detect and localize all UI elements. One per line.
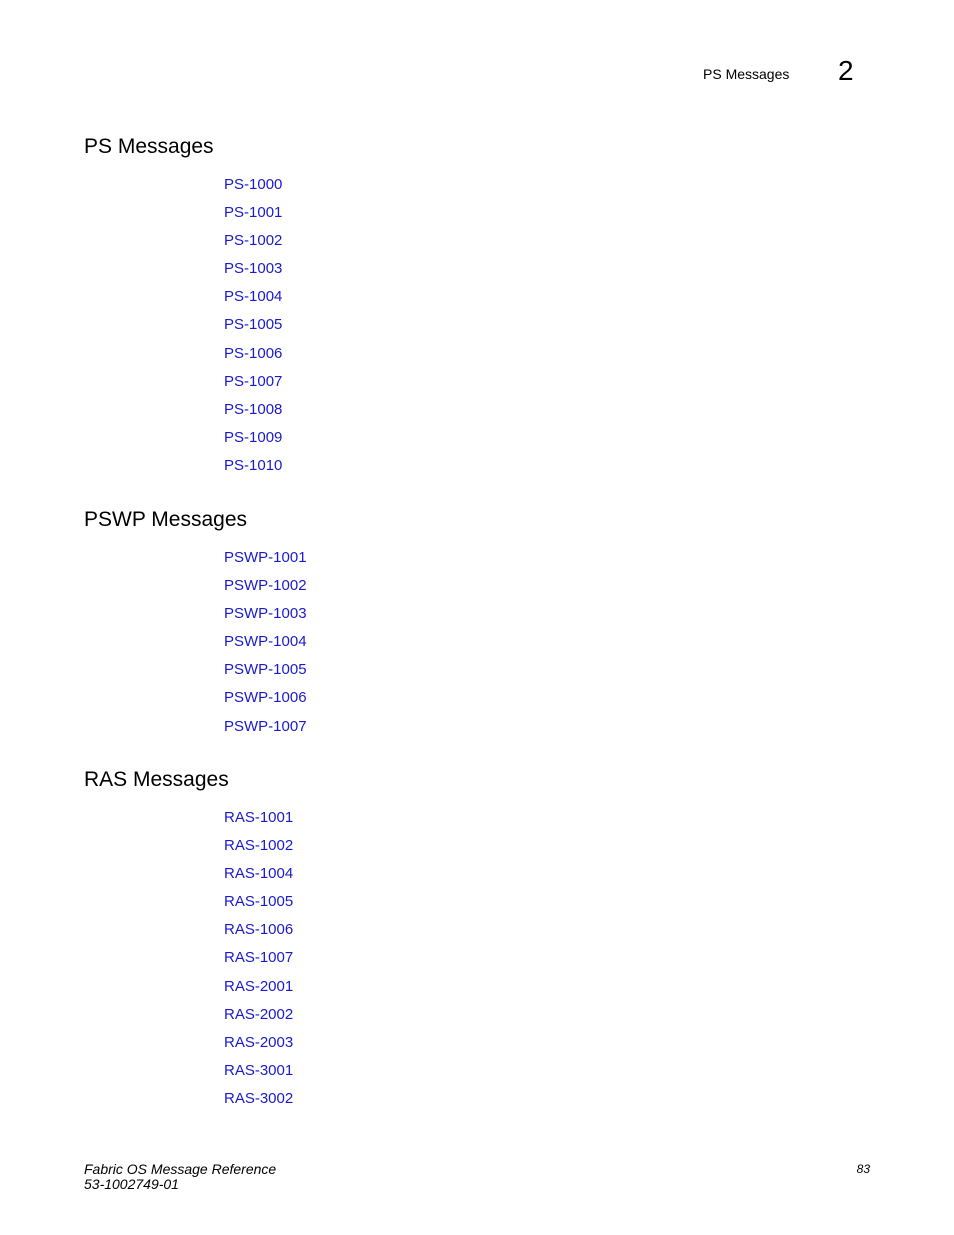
list-item (224, 1034, 293, 1062)
message-link[interactable]: RAS-2001 (224, 977, 294, 995)
message-link[interactable]: PSWP-1007 (224, 717, 307, 735)
list-item (224, 893, 293, 921)
message-link[interactable]: PS-1003 (224, 260, 283, 278)
message-link[interactable]: PSWP-1001 (224, 549, 307, 566)
list-item (224, 718, 307, 746)
section-heading: PSWP Messages (84, 508, 248, 531)
message-link[interactable]: PSWP-1005 (224, 661, 307, 679)
list-item (224, 605, 307, 633)
message-link[interactable]: RAS-1006 (224, 921, 294, 939)
message-link[interactable]: RAS-1004 (224, 865, 294, 883)
section-heading: RAS Messages (84, 768, 229, 791)
list-item (224, 1006, 293, 1034)
header-chapter-number: 2 (838, 55, 854, 86)
message-link[interactable]: RAS-3001 (224, 1061, 294, 1079)
list-item (224, 316, 282, 344)
message-link[interactable]: RAS-2003 (224, 1033, 294, 1051)
message-link[interactable]: RAS-1001 (224, 809, 294, 826)
list-item (224, 633, 307, 661)
message-link[interactable]: PSWP-1002 (224, 577, 307, 595)
message-link[interactable]: PS-1008 (224, 400, 283, 418)
list-item (224, 204, 282, 232)
header-section-title: PS Messages (703, 66, 790, 82)
message-link[interactable]: PSWP-1003 (224, 605, 307, 623)
list-item (224, 429, 282, 457)
message-link[interactable]: PS-1005 (224, 316, 283, 334)
list-item (224, 661, 307, 689)
message-link[interactable]: PS-1000 (224, 176, 283, 193)
list-item (224, 176, 282, 204)
message-link[interactable]: RAS-1005 (224, 893, 294, 911)
link-list (224, 176, 282, 485)
footer-doc-number: 53-1002749-01 (84, 1176, 179, 1192)
list-item (224, 865, 293, 893)
link-list (224, 549, 307, 746)
list-item (224, 689, 307, 717)
list-item (224, 401, 282, 429)
message-link[interactable]: PS-1010 (224, 456, 283, 474)
message-link[interactable]: RAS-2002 (224, 1005, 294, 1023)
list-item (224, 260, 282, 288)
list-item (224, 549, 307, 577)
list-item (224, 232, 282, 260)
message-link[interactable]: PSWP-1004 (224, 633, 307, 651)
list-item (224, 288, 282, 316)
message-link[interactable]: RAS-1002 (224, 837, 294, 855)
list-item (224, 921, 293, 949)
message-link[interactable]: PS-1009 (224, 428, 283, 446)
message-link[interactable]: RAS-1007 (224, 949, 294, 967)
list-item (224, 1062, 293, 1090)
list-item (224, 978, 293, 1006)
message-link[interactable]: PS-1002 (224, 232, 283, 250)
message-link[interactable]: RAS-3002 (224, 1089, 294, 1107)
list-item (224, 949, 293, 977)
message-link[interactable]: PS-1006 (224, 344, 283, 362)
message-link[interactable]: PS-1001 (224, 204, 283, 222)
message-link[interactable]: PS-1004 (224, 288, 283, 306)
list-item (224, 809, 293, 837)
link-list (224, 809, 293, 1118)
message-link[interactable]: PS-1007 (224, 372, 283, 390)
message-link[interactable]: PSWP-1006 (224, 689, 307, 707)
list-item (224, 345, 282, 373)
list-item (224, 457, 282, 485)
list-item (224, 837, 293, 865)
footer-page-number: 83 (856, 1162, 870, 1176)
section-heading: PS Messages (84, 135, 214, 158)
footer-doc-title: Fabric OS Message Reference (84, 1161, 277, 1177)
list-item (224, 577, 307, 605)
list-item (224, 1090, 293, 1118)
list-item (224, 373, 282, 401)
